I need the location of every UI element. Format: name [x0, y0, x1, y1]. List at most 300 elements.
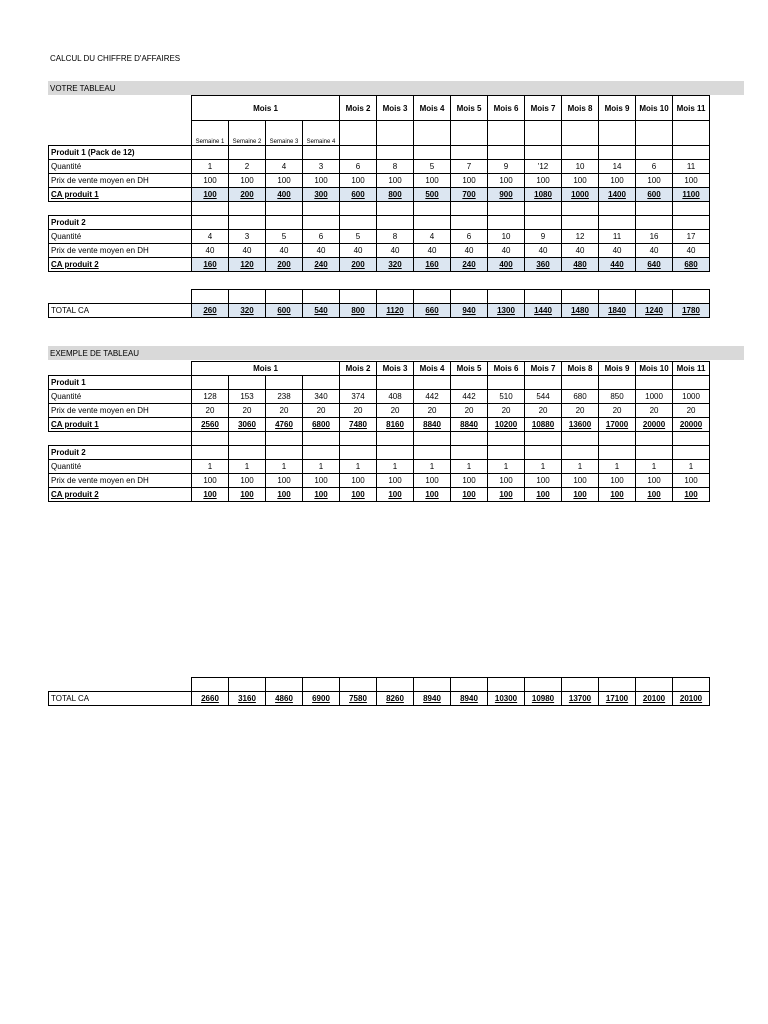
week-header: Semaine 2 [229, 121, 266, 146]
ca-row-value: 100 [192, 488, 229, 502]
quantity-row-value: 8 [377, 160, 414, 174]
quantity-row-label: Quantité [49, 390, 192, 404]
empty-cell [599, 446, 636, 460]
empty-cell [451, 432, 488, 446]
empty-cell [414, 202, 451, 216]
empty-cell [599, 121, 636, 146]
ca-row-value: 600 [636, 188, 673, 202]
quantity-row-value: 442 [414, 390, 451, 404]
price-row-value: 100 [303, 474, 340, 488]
empty-cell [414, 432, 451, 446]
quantity-row-value: 340 [303, 390, 340, 404]
quantity-row-value: 128 [192, 390, 229, 404]
empty-cell [599, 146, 636, 160]
price-row-value: 20 [525, 404, 562, 418]
ca-row-value: 360 [525, 258, 562, 272]
empty-cell [49, 432, 192, 446]
ca-row [49, 188, 710, 202]
month-header: Mois 1 [192, 362, 340, 376]
exemple-total-table [48, 677, 710, 706]
quantity-row-value: 6 [636, 160, 673, 174]
empty-row [49, 678, 710, 692]
section-header-exemple [48, 346, 744, 360]
empty-cell [562, 446, 599, 460]
quantity-row-value: 3 [303, 160, 340, 174]
blank-cell [49, 121, 192, 146]
empty-cell [266, 290, 303, 304]
quantity-row-value: 1 [636, 460, 673, 474]
month-header: Mois 9 [599, 362, 636, 376]
ca-row-value: 100 [673, 488, 710, 502]
quantity-row-value: 5 [340, 230, 377, 244]
empty-cell [414, 446, 451, 460]
ca-row-value: 100 [340, 488, 377, 502]
header-row [49, 362, 710, 376]
ca-row-value: 100 [192, 188, 229, 202]
quantity-row-label: Quantité [49, 160, 192, 174]
quantity-row-label: Quantité [49, 460, 192, 474]
empty-cell [525, 290, 562, 304]
price-row-value: 40 [377, 244, 414, 258]
month-header: Mois 8 [562, 96, 599, 121]
empty-cell [229, 216, 266, 230]
total-value: 20100 [636, 692, 673, 706]
price-row-label: Prix de vente moyen en DH [49, 474, 192, 488]
price-row-value: 100 [599, 474, 636, 488]
ca-row-value: 800 [377, 188, 414, 202]
quantity-row-value: 1 [599, 460, 636, 474]
ca-row-value: 400 [488, 258, 525, 272]
quantity-row-value: 408 [377, 390, 414, 404]
total-value: 1780 [673, 304, 710, 318]
ca-row-label: CA produit 1 [49, 418, 192, 432]
ca-row-value: 100 [636, 488, 673, 502]
total-value: 660 [414, 304, 451, 318]
quantity-row-value: 7 [451, 160, 488, 174]
price-row-value: 40 [192, 244, 229, 258]
price-row-value: 20 [562, 404, 599, 418]
price-row-value: 20 [673, 404, 710, 418]
ca-row-value: 1400 [599, 188, 636, 202]
empty-cell [562, 376, 599, 390]
ca-row-value: 3060 [229, 418, 266, 432]
quantity-row-value: 1 [340, 460, 377, 474]
quantity-row-value: 1 [229, 460, 266, 474]
price-row-value: 20 [303, 404, 340, 418]
empty-cell [451, 121, 488, 146]
empty-cell [229, 146, 266, 160]
empty-cell [673, 121, 710, 146]
price-row-value: 100 [192, 474, 229, 488]
price-row-value: 20 [414, 404, 451, 418]
empty-cell [303, 216, 340, 230]
empty-cell [488, 202, 525, 216]
ca-row-value: 7480 [340, 418, 377, 432]
quantity-row-value: 1 [377, 460, 414, 474]
empty-cell [488, 446, 525, 460]
total-value: 8940 [414, 692, 451, 706]
empty-cell [673, 216, 710, 230]
quantity-row-value: 442 [451, 390, 488, 404]
empty-cell [192, 376, 229, 390]
empty-cell [451, 202, 488, 216]
price-row-value: 100 [451, 474, 488, 488]
empty-cell [340, 446, 377, 460]
total-value: 1300 [488, 304, 525, 318]
quantity-row-value: 1 [562, 460, 599, 474]
price-row-value: 100 [562, 474, 599, 488]
empty-cell [266, 446, 303, 460]
empty-cell [673, 432, 710, 446]
total-value: 940 [451, 304, 488, 318]
ca-row [49, 488, 710, 502]
price-row [49, 244, 710, 258]
ca-row [49, 258, 710, 272]
empty-cell [303, 376, 340, 390]
quantity-row-value: 1 [303, 460, 340, 474]
price-row-value: 100 [266, 474, 303, 488]
ca-row-value: 100 [599, 488, 636, 502]
empty-cell [525, 202, 562, 216]
quantity-row-value: 153 [229, 390, 266, 404]
ca-row-value: 10200 [488, 418, 525, 432]
month-header: Mois 7 [525, 96, 562, 121]
ca-row-value: 680 [673, 258, 710, 272]
price-row-label: Prix de vente moyen en DH [49, 244, 192, 258]
ca-row-value: 100 [414, 488, 451, 502]
price-row-value: 20 [229, 404, 266, 418]
total-value: 4860 [266, 692, 303, 706]
empty-cell [451, 376, 488, 390]
blank-cell [49, 290, 192, 304]
ca-row-value: 320 [377, 258, 414, 272]
price-row [49, 474, 710, 488]
quantity-row-value: 4 [192, 230, 229, 244]
price-row-value: 20 [340, 404, 377, 418]
ca-row-value: 100 [377, 488, 414, 502]
month-header: Mois 6 [488, 96, 525, 121]
quantity-row-value: 680 [562, 390, 599, 404]
price-row-value: 40 [340, 244, 377, 258]
empty-cell [525, 216, 562, 230]
price-row-value: 20 [266, 404, 303, 418]
price-row-value: 100 [636, 174, 673, 188]
product-name-row [49, 146, 710, 160]
month-header: Mois 3 [377, 96, 414, 121]
price-row-value: 100 [414, 474, 451, 488]
ca-row-value: 500 [414, 188, 451, 202]
price-row-value: 100 [525, 474, 562, 488]
empty-cell [488, 678, 525, 692]
total-value: 8940 [451, 692, 488, 706]
empty-cell [266, 432, 303, 446]
ca-row-label: CA produit 1 [49, 188, 192, 202]
total-value: 1840 [599, 304, 636, 318]
empty-cell [192, 290, 229, 304]
empty-cell [562, 432, 599, 446]
votre-total-table [48, 289, 710, 318]
ca-row-value: 400 [266, 188, 303, 202]
price-row-value: 100 [377, 174, 414, 188]
ca-row-value: 100 [266, 488, 303, 502]
product-name-row [49, 446, 710, 460]
empty-cell [636, 121, 673, 146]
ca-row-value: 2560 [192, 418, 229, 432]
empty-cell [636, 678, 673, 692]
empty-cell [562, 216, 599, 230]
ca-row-value: 440 [599, 258, 636, 272]
total-value: 1480 [562, 304, 599, 318]
empty-cell [451, 290, 488, 304]
empty-cell [488, 146, 525, 160]
ca-row-value: 100 [229, 488, 266, 502]
quantity-row-value: 1 [673, 460, 710, 474]
ca-row-value: 100 [488, 488, 525, 502]
ca-row-value: 900 [488, 188, 525, 202]
quantity-row-value: 10 [562, 160, 599, 174]
quantity-row-value: 1 [488, 460, 525, 474]
quantity-row-value: 9 [488, 160, 525, 174]
ca-row-label: CA produit 2 [49, 488, 192, 502]
price-row-value: 20 [488, 404, 525, 418]
price-row-value: 40 [303, 244, 340, 258]
empty-cell [340, 290, 377, 304]
empty-cell [377, 216, 414, 230]
empty-cell [340, 376, 377, 390]
month-header: Mois 11 [673, 362, 710, 376]
total-label: TOTAL CA [49, 692, 192, 706]
empty-cell [599, 376, 636, 390]
empty-cell [192, 202, 229, 216]
quantity-row-value: 14 [599, 160, 636, 174]
empty-cell [266, 376, 303, 390]
price-row-value: 100 [303, 174, 340, 188]
empty-cell [673, 202, 710, 216]
price-row-value: 40 [562, 244, 599, 258]
ca-row-value: 8840 [451, 418, 488, 432]
total-value: 17100 [599, 692, 636, 706]
ca-row-value: 100 [525, 488, 562, 502]
empty-cell [340, 121, 377, 146]
total-value: 20100 [673, 692, 710, 706]
empty-cell [340, 432, 377, 446]
empty-cell [673, 146, 710, 160]
ca-row-value: 10880 [525, 418, 562, 432]
total-value: 540 [303, 304, 340, 318]
empty-cell [451, 146, 488, 160]
empty-cell [525, 146, 562, 160]
empty-cell [414, 376, 451, 390]
ca-row-value: 200 [266, 258, 303, 272]
empty-cell [488, 290, 525, 304]
price-row-value: 100 [562, 174, 599, 188]
empty-cell [229, 202, 266, 216]
empty-cell [599, 432, 636, 446]
total-value: 260 [192, 304, 229, 318]
ca-row-value: 100 [562, 488, 599, 502]
quantity-row-value: 5 [266, 230, 303, 244]
empty-cell [192, 678, 229, 692]
empty-cell [414, 678, 451, 692]
ca-row-value: 1080 [525, 188, 562, 202]
quantity-row-label: Quantité [49, 230, 192, 244]
total-value: 600 [266, 304, 303, 318]
ca-row-value: 640 [636, 258, 673, 272]
product-name-row [49, 376, 710, 390]
month-header: Mois 11 [673, 96, 710, 121]
ca-row-value: 20000 [673, 418, 710, 432]
price-row-value: 100 [192, 174, 229, 188]
quantity-row-value: 1 [525, 460, 562, 474]
month-header: Mois 2 [340, 96, 377, 121]
ca-row-value: 700 [451, 188, 488, 202]
ca-row-value: 1000 [562, 188, 599, 202]
month-header: Mois 5 [451, 96, 488, 121]
blank-cell [49, 678, 192, 692]
price-row-label: Prix de vente moyen en DH [49, 404, 192, 418]
quantity-row-value: 1 [451, 460, 488, 474]
quantity-row-value: 5 [414, 160, 451, 174]
price-row-value: 40 [599, 244, 636, 258]
empty-cell [49, 202, 192, 216]
empty-cell [636, 376, 673, 390]
empty-cell [340, 678, 377, 692]
empty-cell [266, 146, 303, 160]
product-name: Produit 2 [49, 446, 192, 460]
quantity-row-value: 850 [599, 390, 636, 404]
blank-cell [49, 362, 192, 376]
empty-cell [451, 678, 488, 692]
price-row-value: 100 [488, 174, 525, 188]
price-row-value: 100 [488, 474, 525, 488]
empty-cell [229, 290, 266, 304]
ca-row-value: 13600 [562, 418, 599, 432]
quantity-row-value: '12 [525, 160, 562, 174]
section-header-votre [48, 81, 744, 95]
empty-cell [673, 376, 710, 390]
month-header: Mois 8 [562, 362, 599, 376]
ca-row-value: 120 [229, 258, 266, 272]
quantity-row [49, 460, 710, 474]
price-row [49, 174, 710, 188]
week-header: Semaine 3 [266, 121, 303, 146]
month-header: Mois 4 [414, 96, 451, 121]
header-row [49, 96, 710, 121]
empty-cell [673, 446, 710, 460]
price-row-value: 100 [673, 174, 710, 188]
ca-row-value: 20000 [636, 418, 673, 432]
empty-cell [340, 146, 377, 160]
empty-cell [377, 121, 414, 146]
empty-cell [599, 216, 636, 230]
price-row-value: 100 [340, 174, 377, 188]
total-row [49, 304, 710, 318]
empty-cell [636, 446, 673, 460]
empty-cell [525, 376, 562, 390]
empty-cell [266, 216, 303, 230]
quantity-row-value: 238 [266, 390, 303, 404]
price-row-value: 100 [229, 474, 266, 488]
month-header: Mois 3 [377, 362, 414, 376]
empty-cell [229, 446, 266, 460]
price-row-value: 100 [377, 474, 414, 488]
quantity-row-value: 4 [266, 160, 303, 174]
price-row-value: 40 [414, 244, 451, 258]
price-row-value: 20 [192, 404, 229, 418]
month-header: Mois 6 [488, 362, 525, 376]
empty-cell [636, 432, 673, 446]
empty-cell [229, 432, 266, 446]
price-row-value: 40 [673, 244, 710, 258]
ca-row-value: 200 [229, 188, 266, 202]
price-row-value: 40 [229, 244, 266, 258]
quantity-row-value: 374 [340, 390, 377, 404]
month-header: Mois 7 [525, 362, 562, 376]
total-label: TOTAL CA [49, 304, 192, 318]
quantity-row-value: 6 [340, 160, 377, 174]
section-title: EXEMPLE DE TABLEAU [50, 349, 140, 358]
product-name-row [49, 216, 710, 230]
price-row-value: 100 [451, 174, 488, 188]
quantity-row-value: 10 [488, 230, 525, 244]
empty-cell [303, 446, 340, 460]
empty-cell [673, 290, 710, 304]
empty-cell [303, 432, 340, 446]
empty-cell [525, 678, 562, 692]
quantity-row-value: 16 [636, 230, 673, 244]
empty-cell [377, 202, 414, 216]
empty-row [49, 432, 710, 446]
ca-row-value: 100 [451, 488, 488, 502]
quantity-row-value: 6 [451, 230, 488, 244]
empty-cell [451, 446, 488, 460]
empty-cell [562, 202, 599, 216]
ca-row-value: 17000 [599, 418, 636, 432]
quantity-row-value: 17 [673, 230, 710, 244]
ca-row-value: 100 [303, 488, 340, 502]
month-header: Mois 9 [599, 96, 636, 121]
empty-cell [377, 146, 414, 160]
total-value: 13700 [562, 692, 599, 706]
total-value: 6900 [303, 692, 340, 706]
total-value: 2660 [192, 692, 229, 706]
month-header: Mois 2 [340, 362, 377, 376]
total-value: 1120 [377, 304, 414, 318]
product-name: Produit 1 [49, 376, 192, 390]
ca-row-value: 160 [192, 258, 229, 272]
price-row [49, 404, 710, 418]
ca-row-value: 240 [303, 258, 340, 272]
quantity-row-value: 3 [229, 230, 266, 244]
empty-row [49, 290, 710, 304]
quantity-row-value: 8 [377, 230, 414, 244]
ca-row-value: 4760 [266, 418, 303, 432]
quantity-row-value: 1000 [673, 390, 710, 404]
empty-cell [229, 376, 266, 390]
empty-cell [340, 202, 377, 216]
empty-cell [414, 290, 451, 304]
total-value: 7580 [340, 692, 377, 706]
empty-cell [562, 678, 599, 692]
empty-cell [340, 216, 377, 230]
empty-cell [266, 678, 303, 692]
ca-row-value: 6800 [303, 418, 340, 432]
empty-cell [377, 376, 414, 390]
price-row-value: 20 [377, 404, 414, 418]
ca-row-value: 8160 [377, 418, 414, 432]
price-row-value: 20 [599, 404, 636, 418]
price-row-value: 40 [451, 244, 488, 258]
